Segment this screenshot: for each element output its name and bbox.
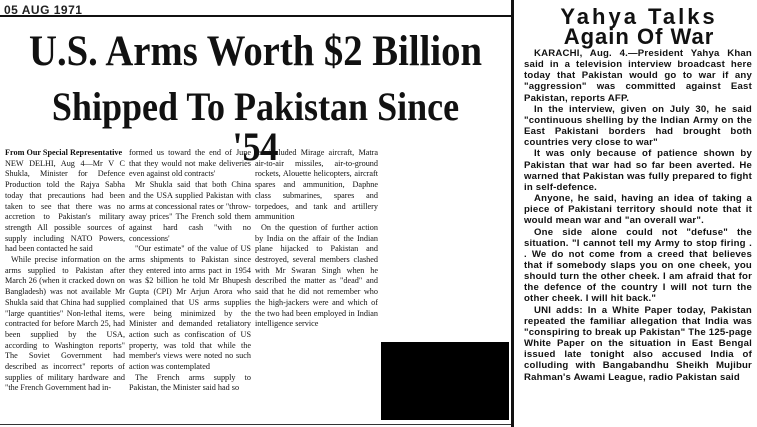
main-headline-line-1: U.S. Arms Worth $2 Billion <box>28 28 483 75</box>
date-stamp: 05 AUG 1971 <box>4 3 83 17</box>
side-paragraph: KARACHI, Aug. 4.—President Yahya Khan said in a television interview broadcast here today that Pakistan would go to war if any "aggression" was committed against East Pakistan, reports AFP. <box>524 48 752 104</box>
article-column-1 <box>5 148 125 420</box>
main-headline-line-2: Shipped To Pakistan Since '54 <box>51 84 460 169</box>
article-paragraph: "Our estimate" of the value of US arms shipments to Pakistan since they entered into arms pact in 1954 was $2 billion he told Mr Bhupesh Gupta (CPI) Mr Arjun Arora who complained that US arms supplies were being minimized by the Minister and demanded retaliatory action such as confiscation of US property, was told that while the member's views were noted no such action was contemplated <box>129 244 251 372</box>
article-column-3 <box>255 148 378 420</box>
article-paragraph: formed us toward the end of June that they would not make deliveries even against old contracts' <box>129 148 251 179</box>
side-paragraph: It was only because of patience shown by Pakistan that war had so far been averted. He warned that Pakistan was fully prepared to fight in self-defence. <box>524 148 752 193</box>
side-article-body <box>524 48 752 420</box>
article-paragraph: NEW DELHI, Aug 4—Mr V C Shukla, Minister for Defence Production told the Rajya Sabha today that precautions had been taken to see that there was no accretion to Pakistan's military strength All possible sources of supply including NATO Powers, had been contacted he said <box>5 158 125 254</box>
side-paragraph: In the interview, given on July 30, he said "continuous shelling by the Indian Army on the East Pakistani borders had brought both countries very close to war" <box>524 103 752 149</box>
byline: From Our Special Representative <box>5 148 123 157</box>
article-paragraph: Mr Shukla said that both China and the USA supplied Pakistan with arms at concessional rates or "throw-away prices" The French sold them against hard cash "with no concessions' <box>129 180 251 243</box>
article-paragraph: On the question of further action by India on the affair of the Indian plane hijacked to Pakistan and destroyed, several members clashed with Mr Swaran Singh when he described the matter as "dead" and said that he did not remember who the high-jackers were and which of the two had been employed in Indian intelligence service <box>255 222 378 329</box>
side-headline-line-1: Yahya Talks <box>560 4 718 29</box>
article-paragraph: The French arms supply to Pakistan, the Minister said had so <box>129 372 251 393</box>
article-paragraph: far included Mirage aircraft, Matra air-to-air missiles, air-to-ground rockets, Alouette helicopters, aircraft spares and ammunition, Daphne class submarines, spares and torpedoes, and tank and artillery ammunition <box>255 148 378 222</box>
side-paragraph: Anyone, he said, having an idea of taking a piece of Pakistani territory should note that it would mean war and "an overall war". <box>524 193 752 227</box>
side-paragraph: UNI adds: In a White Paper today, Pakistan repeated the familiar allegation that India was "conspiring to break up Pakistan" The 125-page White Paper on the situation in East Bengal issued late tonight also accused India of colluding with Bangabandhu Sheikh Mujibur Rahman's Awami League, radio Pakistan said <box>524 304 752 383</box>
article-column-2 <box>129 148 251 420</box>
article-paragraph: While precise information on the arms supplied to Pakistan after March 26 (when it cracked down on Bangladesh) was not available Mr Shukla said that China had supplied "large quantities" Non-lethal items, contracted for before March 25, had been supplied by the USA, according to Washington reports" The Soviet Government had described as incorrect" reports of supplies of military hardware and "the French Government had in- <box>5 255 125 393</box>
side-paragraph: One side alone could not "defuse" the situation. "I cannot tell my Army to stop firing . . We do not come from a creed that believes that if somebody slaps you on one cheek, you should turn the other cheek. I am afraid that for the defence of the country I will not turn the other cheek. I will hit back." <box>524 226 752 305</box>
redacted-block <box>381 342 509 420</box>
column-divider <box>511 0 514 427</box>
side-headline-line-2: Again Of War <box>563 24 715 49</box>
